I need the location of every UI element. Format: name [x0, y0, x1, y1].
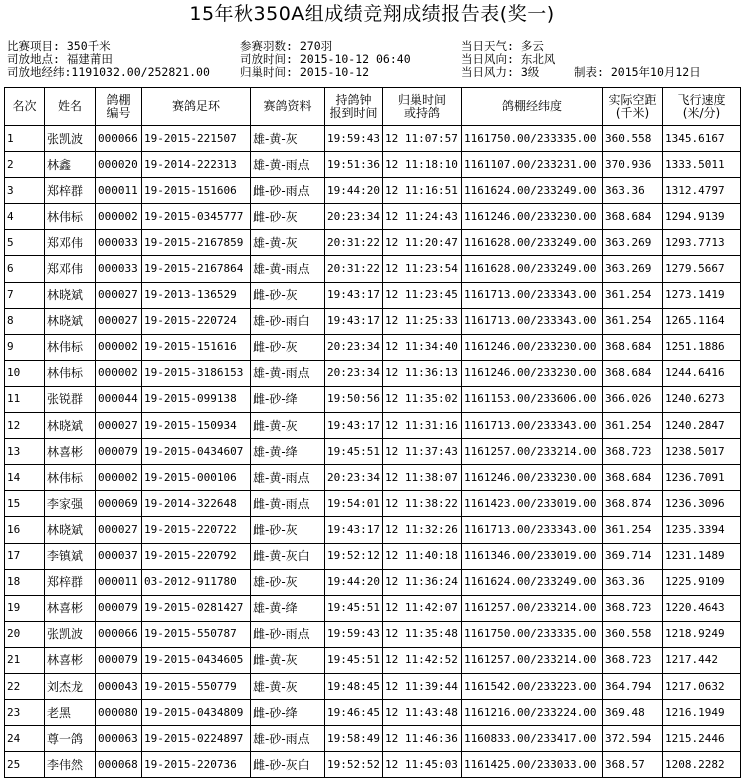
loft-id-cell: 000063 [96, 726, 142, 752]
table-row [5, 230, 741, 256]
speed-cell: 1345.6167 [663, 126, 741, 152]
loft-id-cell: 000020 [96, 152, 142, 178]
distance-cell: 368.684 [603, 360, 663, 386]
clock-time-cell: 19:59:43 [325, 621, 383, 647]
loft-id-cell: 000033 [96, 230, 142, 256]
distance-cell: 368.723 [603, 647, 663, 673]
ring-cell: 19-2015-151606 [142, 178, 251, 204]
meta-wind-force: 当日风力: 3级 [461, 65, 540, 79]
speed-cell: 1217.0632 [663, 673, 741, 699]
table-row [5, 413, 741, 439]
name-cell: 老黑 [45, 700, 96, 726]
arrival-time-cell: 12 11:39:44 [383, 673, 462, 699]
distance-cell: 360.558 [603, 126, 663, 152]
clock-time-cell: 20:23:34 [325, 465, 383, 491]
rank-cell: 2 [5, 152, 45, 178]
loft-id-cell: 000033 [96, 256, 142, 282]
loft-id-cell: 000066 [96, 621, 142, 647]
rank-cell: 17 [5, 543, 45, 569]
bird-info-cell: 雄-砂-雨白 [251, 308, 325, 334]
clock-time-cell: 19:45:51 [325, 439, 383, 465]
speed-cell: 1236.7091 [663, 465, 741, 491]
distance-cell: 361.254 [603, 517, 663, 543]
arrival-time-cell: 12 11:36:24 [383, 569, 462, 595]
bird-info-cell: 雌-砂-雨点 [251, 621, 325, 647]
arrival-time-cell: 12 11:35:48 [383, 621, 462, 647]
loft-coordinates-cell: 1161713.00/233343.00 [462, 517, 603, 543]
distance-cell: 361.254 [603, 413, 663, 439]
loft-coordinates-cell: 1161257.00/233214.00 [462, 595, 603, 621]
clock-time-cell: 19:54:01 [325, 491, 383, 517]
rank-cell: 18 [5, 569, 45, 595]
loft-coordinates-cell: 1161628.00/233249.00 [462, 230, 603, 256]
arrival-time-cell: 12 11:37:43 [383, 439, 462, 465]
table-row [5, 439, 741, 465]
arrival-time-cell: 12 11:35:02 [383, 386, 462, 412]
speed-cell: 1236.3096 [663, 491, 741, 517]
results-table [4, 87, 741, 778]
arrival-time-cell: 12 11:18:10 [383, 152, 462, 178]
arrival-time-cell: 12 11:16:51 [383, 178, 462, 204]
speed-cell: 1312.4797 [663, 178, 741, 204]
loft-id-cell: 000079 [96, 647, 142, 673]
speed-cell: 1273.1419 [663, 282, 741, 308]
bird-info-cell: 雌-砂-灰 [251, 334, 325, 360]
bird-info-cell: 雄-黄-灰 [251, 126, 325, 152]
loft-id-cell: 000002 [96, 465, 142, 491]
loft-coordinates-cell: 1161425.00/233033.00 [462, 752, 603, 778]
clock-time-cell: 19:44:20 [325, 569, 383, 595]
arrival-time-cell: 12 11:40:18 [383, 543, 462, 569]
meta-release-coordinates: 司放地经纬:1191032.00/252821.00 [7, 65, 210, 79]
header-rank: 名次 [5, 88, 45, 126]
speed-cell: 1217.442 [663, 647, 741, 673]
header-loft-coordinates: 鸽棚经纬度 [462, 88, 603, 126]
distance-cell: 361.254 [603, 308, 663, 334]
rank-cell: 16 [5, 517, 45, 543]
header-bird-info: 赛鸽资料 [251, 88, 325, 126]
speed-cell: 1265.1164 [663, 308, 741, 334]
table-row [5, 360, 741, 386]
rank-cell: 24 [5, 726, 45, 752]
speed-cell: 1294.9139 [663, 204, 741, 230]
name-cell: 林晓斌 [45, 517, 96, 543]
speed-cell: 1251.1886 [663, 334, 741, 360]
distance-cell: 363.36 [603, 569, 663, 595]
ring-cell: 19-2015-0281427 [142, 595, 251, 621]
ring-cell: 19-2015-220736 [142, 752, 251, 778]
clock-time-cell: 19:52:12 [325, 543, 383, 569]
rank-cell: 22 [5, 673, 45, 699]
distance-cell: 363.36 [603, 178, 663, 204]
distance-cell: 369.714 [603, 543, 663, 569]
distance-cell: 363.269 [603, 230, 663, 256]
loft-id-cell: 000079 [96, 595, 142, 621]
ring-cell: 19-2015-220724 [142, 308, 251, 334]
arrival-time-cell: 12 11:32:26 [383, 517, 462, 543]
distance-cell: 366.026 [603, 386, 663, 412]
distance-cell: 368.874 [603, 491, 663, 517]
clock-time-cell: 20:23:34 [325, 204, 383, 230]
distance-cell: 363.269 [603, 256, 663, 282]
speed-cell: 1225.9109 [663, 569, 741, 595]
name-cell: 林伟标 [45, 204, 96, 230]
ring-cell: 19-2015-0434809 [142, 700, 251, 726]
meta-made-date: 制表: 2015年10月12日 [574, 65, 701, 79]
clock-time-cell: 19:46:45 [325, 700, 383, 726]
rank-cell: 13 [5, 439, 45, 465]
table-row [5, 152, 741, 178]
ring-cell: 03-2012-911780 [142, 569, 251, 595]
bird-info-cell: 雌-砂-灰 [251, 517, 325, 543]
table-body [5, 126, 741, 778]
speed-cell: 1218.9249 [663, 621, 741, 647]
loft-id-cell: 000002 [96, 204, 142, 230]
table-row [5, 595, 741, 621]
loft-id-cell: 000037 [96, 543, 142, 569]
rank-cell: 5 [5, 230, 45, 256]
loft-coordinates-cell: 1161216.00/233224.00 [462, 700, 603, 726]
name-cell: 郑梓群 [45, 178, 96, 204]
loft-id-cell: 000080 [96, 700, 142, 726]
loft-id-cell: 000002 [96, 334, 142, 360]
name-cell: 李家强 [45, 491, 96, 517]
table-row [5, 386, 741, 412]
table-row [5, 256, 741, 282]
speed-cell: 1240.6273 [663, 386, 741, 412]
bird-info-cell: 雄-黄-雨点 [251, 465, 325, 491]
arrival-time-cell: 12 11:36:13 [383, 360, 462, 386]
distance-cell: 368.684 [603, 465, 663, 491]
ring-cell: 19-2015-000106 [142, 465, 251, 491]
loft-id-cell: 000027 [96, 282, 142, 308]
loft-id-cell: 000069 [96, 491, 142, 517]
loft-coordinates-cell: 1161346.00/233019.00 [462, 543, 603, 569]
name-cell: 林喜彬 [45, 595, 96, 621]
clock-time-cell: 20:23:34 [325, 360, 383, 386]
bird-info-cell: 雌-砂-绛 [251, 700, 325, 726]
speed-cell: 1215.2446 [663, 726, 741, 752]
speed-cell: 1220.4643 [663, 595, 741, 621]
table-row [5, 282, 741, 308]
arrival-time-cell: 12 11:42:52 [383, 647, 462, 673]
loft-coordinates-cell: 1161257.00/233214.00 [462, 647, 603, 673]
bird-info-cell: 雌-黄-灰白 [251, 543, 325, 569]
table-row [5, 334, 741, 360]
ring-cell: 19-2015-220722 [142, 517, 251, 543]
loft-id-cell: 000027 [96, 413, 142, 439]
rank-cell: 6 [5, 256, 45, 282]
table-header-row [5, 88, 741, 126]
name-cell: 张凯波 [45, 126, 96, 152]
clock-time-cell: 19:43:17 [325, 413, 383, 439]
table-row [5, 752, 741, 778]
clock-time-cell: 20:31:22 [325, 230, 383, 256]
speed-cell: 1240.2847 [663, 413, 741, 439]
clock-time-cell: 19:50:56 [325, 386, 383, 412]
name-cell: 林伟标 [45, 334, 96, 360]
table-row [5, 517, 741, 543]
rank-cell: 1 [5, 126, 45, 152]
clock-time-cell: 19:45:51 [325, 647, 383, 673]
ring-cell: 19-2014-222313 [142, 152, 251, 178]
arrival-time-cell: 12 11:38:22 [383, 491, 462, 517]
distance-cell: 370.936 [603, 152, 663, 178]
loft-coordinates-cell: 1161624.00/233249.00 [462, 569, 603, 595]
loft-id-cell: 000002 [96, 360, 142, 386]
meta-release-place: 司放地点: 福建莆田 [7, 52, 113, 66]
arrival-time-cell: 12 11:38:07 [383, 465, 462, 491]
header-arrival-time: 归巢时间 或持鸽 [383, 88, 462, 126]
rank-cell: 3 [5, 178, 45, 204]
rank-cell: 25 [5, 752, 45, 778]
bird-info-cell: 雌-砂-灰白 [251, 752, 325, 778]
ring-cell: 19-2015-3186153 [142, 360, 251, 386]
clock-time-cell: 19:51:36 [325, 152, 383, 178]
meta-return-date: 归巢时间: 2015-10-12 [240, 65, 370, 79]
name-cell: 郑邓伟 [45, 256, 96, 282]
ring-cell: 19-2015-220792 [142, 543, 251, 569]
table-row [5, 465, 741, 491]
header-name: 姓名 [45, 88, 96, 126]
arrival-time-cell: 12 11:24:43 [383, 204, 462, 230]
table-row [5, 126, 741, 152]
speed-cell: 1231.1489 [663, 543, 741, 569]
name-cell: 郑梓群 [45, 569, 96, 595]
name-cell: 林伟标 [45, 360, 96, 386]
loft-coordinates-cell: 1161713.00/233343.00 [462, 308, 603, 334]
arrival-time-cell: 12 11:34:40 [383, 334, 462, 360]
rank-cell: 10 [5, 360, 45, 386]
bird-info-cell: 雄-砂-雨点 [251, 726, 325, 752]
bird-info-cell: 雄-黄-绛 [251, 595, 325, 621]
ring-cell: 19-2015-550787 [142, 621, 251, 647]
rank-cell: 14 [5, 465, 45, 491]
loft-id-cell: 000066 [96, 126, 142, 152]
arrival-time-cell: 12 11:43:48 [383, 700, 462, 726]
ring-cell: 19-2015-099138 [142, 386, 251, 412]
bird-info-cell: 雄-砂-灰 [251, 569, 325, 595]
bird-info-cell: 雌-黄-灰 [251, 647, 325, 673]
rank-cell: 11 [5, 386, 45, 412]
loft-coordinates-cell: 1161246.00/233230.00 [462, 334, 603, 360]
loft-id-cell: 000011 [96, 178, 142, 204]
bird-info-cell: 雌-黄-雨点 [251, 491, 325, 517]
bird-info-cell: 雄-黄-灰 [251, 230, 325, 256]
meta-weather: 当日天气: 多云 [461, 39, 544, 53]
arrival-time-cell: 12 11:25:33 [383, 308, 462, 334]
distance-cell: 368.57 [603, 752, 663, 778]
loft-coordinates-cell: 1160833.00/233417.00 [462, 726, 603, 752]
clock-time-cell: 19:43:17 [325, 282, 383, 308]
loft-coordinates-cell: 1161246.00/233230.00 [462, 465, 603, 491]
table-row [5, 308, 741, 334]
clock-time-cell: 19:48:45 [325, 673, 383, 699]
loft-id-cell: 000079 [96, 439, 142, 465]
distance-cell: 368.684 [603, 204, 663, 230]
arrival-time-cell: 12 11:31:16 [383, 413, 462, 439]
arrival-time-cell: 12 11:45:03 [383, 752, 462, 778]
rank-cell: 23 [5, 700, 45, 726]
loft-id-cell: 000044 [96, 386, 142, 412]
header-distance: 实际空距 (千米) [603, 88, 663, 126]
distance-cell: 368.723 [603, 595, 663, 621]
table-row [5, 491, 741, 517]
loft-coordinates-cell: 1161257.00/233214.00 [462, 439, 603, 465]
arrival-time-cell: 12 11:07:57 [383, 126, 462, 152]
loft-coordinates-cell: 1161542.00/233223.00 [462, 673, 603, 699]
loft-coordinates-cell: 1161246.00/233230.00 [462, 360, 603, 386]
meta-entries: 参赛羽数: 270羽 [240, 39, 333, 53]
distance-cell: 364.794 [603, 673, 663, 699]
name-cell: 郑邓伟 [45, 230, 96, 256]
rank-cell: 9 [5, 334, 45, 360]
name-cell: 林伟标 [45, 465, 96, 491]
loft-coordinates-cell: 1161246.00/233230.00 [462, 204, 603, 230]
rank-cell: 4 [5, 204, 45, 230]
speed-cell: 1293.7713 [663, 230, 741, 256]
loft-coordinates-cell: 1161750.00/233335.00 [462, 126, 603, 152]
loft-id-cell: 000011 [96, 569, 142, 595]
table-row [5, 569, 741, 595]
bird-info-cell: 雌-黄-灰 [251, 413, 325, 439]
table-row [5, 204, 741, 230]
table-row [5, 647, 741, 673]
header-speed: 飞行速度 (米/分) [663, 88, 741, 126]
clock-time-cell: 19:59:43 [325, 126, 383, 152]
distance-cell: 369.48 [603, 700, 663, 726]
table-row [5, 726, 741, 752]
ring-cell: 19-2015-0434607 [142, 439, 251, 465]
header-loft-id: 鸽棚 编号 [96, 88, 142, 126]
name-cell: 张凯波 [45, 621, 96, 647]
name-cell: 李镇斌 [45, 543, 96, 569]
report-title: 15年秋350A组成绩竞翔成绩报告表(奖一) [189, 3, 555, 25]
bird-info-cell: 雄-黄-灰 [251, 673, 325, 699]
bird-info-cell: 雄-黄-雨点 [251, 256, 325, 282]
name-cell: 尊一鸽 [45, 726, 96, 752]
name-cell: 林晓斌 [45, 282, 96, 308]
rank-cell: 21 [5, 647, 45, 673]
header-clock-time: 持鸽钟 报到时间 [325, 88, 383, 126]
name-cell: 张锐群 [45, 386, 96, 412]
ring-cell: 19-2015-150934 [142, 413, 251, 439]
distance-cell: 360.558 [603, 621, 663, 647]
clock-time-cell: 19:43:17 [325, 517, 383, 543]
clock-time-cell: 20:31:22 [325, 256, 383, 282]
loft-id-cell: 000068 [96, 752, 142, 778]
ring-cell: 19-2015-151616 [142, 334, 251, 360]
arrival-time-cell: 12 11:23:45 [383, 282, 462, 308]
clock-time-cell: 19:43:17 [325, 308, 383, 334]
meta-wind-direction: 当日风向: 东北风 [461, 52, 556, 66]
ring-cell: 19-2015-0434605 [142, 647, 251, 673]
distance-cell: 361.254 [603, 282, 663, 308]
rank-cell: 15 [5, 491, 45, 517]
meta-release-time: 司放时间: 2015-10-12 06:40 [240, 52, 411, 66]
loft-coordinates-cell: 1161423.00/233019.00 [462, 491, 603, 517]
arrival-time-cell: 12 11:23:54 [383, 256, 462, 282]
ring-cell: 19-2015-0224897 [142, 726, 251, 752]
table-row [5, 178, 741, 204]
bird-info-cell: 雄-黄-雨点 [251, 152, 325, 178]
arrival-time-cell: 12 11:46:36 [383, 726, 462, 752]
ring-cell: 19-2014-322648 [142, 491, 251, 517]
loft-id-cell: 000027 [96, 517, 142, 543]
name-cell: 林喜彬 [45, 647, 96, 673]
ring-cell: 19-2013-136529 [142, 282, 251, 308]
arrival-time-cell: 12 11:20:47 [383, 230, 462, 256]
distance-cell: 368.684 [603, 334, 663, 360]
rank-cell: 20 [5, 621, 45, 647]
ring-cell: 19-2015-221507 [142, 126, 251, 152]
table-row [5, 673, 741, 699]
rank-cell: 19 [5, 595, 45, 621]
name-cell: 林喜彬 [45, 439, 96, 465]
distance-cell: 368.723 [603, 439, 663, 465]
bird-info-cell: 雄-黄-雨点 [251, 360, 325, 386]
bird-info-cell: 雄-黄-绛 [251, 439, 325, 465]
rank-cell: 7 [5, 282, 45, 308]
distance-cell: 372.594 [603, 726, 663, 752]
rank-cell: 12 [5, 413, 45, 439]
name-cell: 李伟然 [45, 752, 96, 778]
bird-info-cell: 雌-砂-灰 [251, 204, 325, 230]
speed-cell: 1235.3394 [663, 517, 741, 543]
clock-time-cell: 20:23:34 [325, 334, 383, 360]
bird-info-cell: 雌-砂-雨点 [251, 178, 325, 204]
speed-cell: 1208.2282 [663, 752, 741, 778]
loft-coordinates-cell: 1161713.00/233343.00 [462, 413, 603, 439]
ring-cell: 19-2015-2167864 [142, 256, 251, 282]
ring-cell: 19-2015-0345777 [142, 204, 251, 230]
loft-id-cell: 000027 [96, 308, 142, 334]
rank-cell: 8 [5, 308, 45, 334]
ring-cell: 19-2015-550779 [142, 673, 251, 699]
arrival-time-cell: 12 11:42:07 [383, 595, 462, 621]
clock-time-cell: 19:45:51 [325, 595, 383, 621]
speed-cell: 1279.5667 [663, 256, 741, 282]
table-row [5, 543, 741, 569]
speed-cell: 1244.6416 [663, 360, 741, 386]
name-cell: 刘杰龙 [45, 673, 96, 699]
name-cell: 林晓斌 [45, 413, 96, 439]
meta-distance: 比赛项目: 350千米 [7, 39, 111, 53]
loft-coordinates-cell: 1161107.00/233231.00 [462, 152, 603, 178]
loft-coordinates-cell: 1161624.00/233249.00 [462, 178, 603, 204]
loft-id-cell: 000043 [96, 673, 142, 699]
name-cell: 林晓斌 [45, 308, 96, 334]
clock-time-cell: 19:58:49 [325, 726, 383, 752]
speed-cell: 1333.5011 [663, 152, 741, 178]
loft-coordinates-cell: 1161628.00/233249.00 [462, 256, 603, 282]
clock-time-cell: 19:52:52 [325, 752, 383, 778]
table-row [5, 621, 741, 647]
speed-cell: 1216.1949 [663, 700, 741, 726]
speed-cell: 1238.5017 [663, 439, 741, 465]
name-cell: 林鑫 [45, 152, 96, 178]
loft-coordinates-cell: 1161153.00/233606.00 [462, 386, 603, 412]
clock-time-cell: 19:44:20 [325, 178, 383, 204]
table-row [5, 700, 741, 726]
loft-coordinates-cell: 1161713.00/233343.00 [462, 282, 603, 308]
header-ring: 赛鸽足环 [142, 88, 251, 126]
bird-info-cell: 雌-砂-绛 [251, 386, 325, 412]
loft-coordinates-cell: 1161750.00/233335.00 [462, 621, 603, 647]
ring-cell: 19-2015-2167859 [142, 230, 251, 256]
bird-info-cell: 雌-砂-灰 [251, 282, 325, 308]
